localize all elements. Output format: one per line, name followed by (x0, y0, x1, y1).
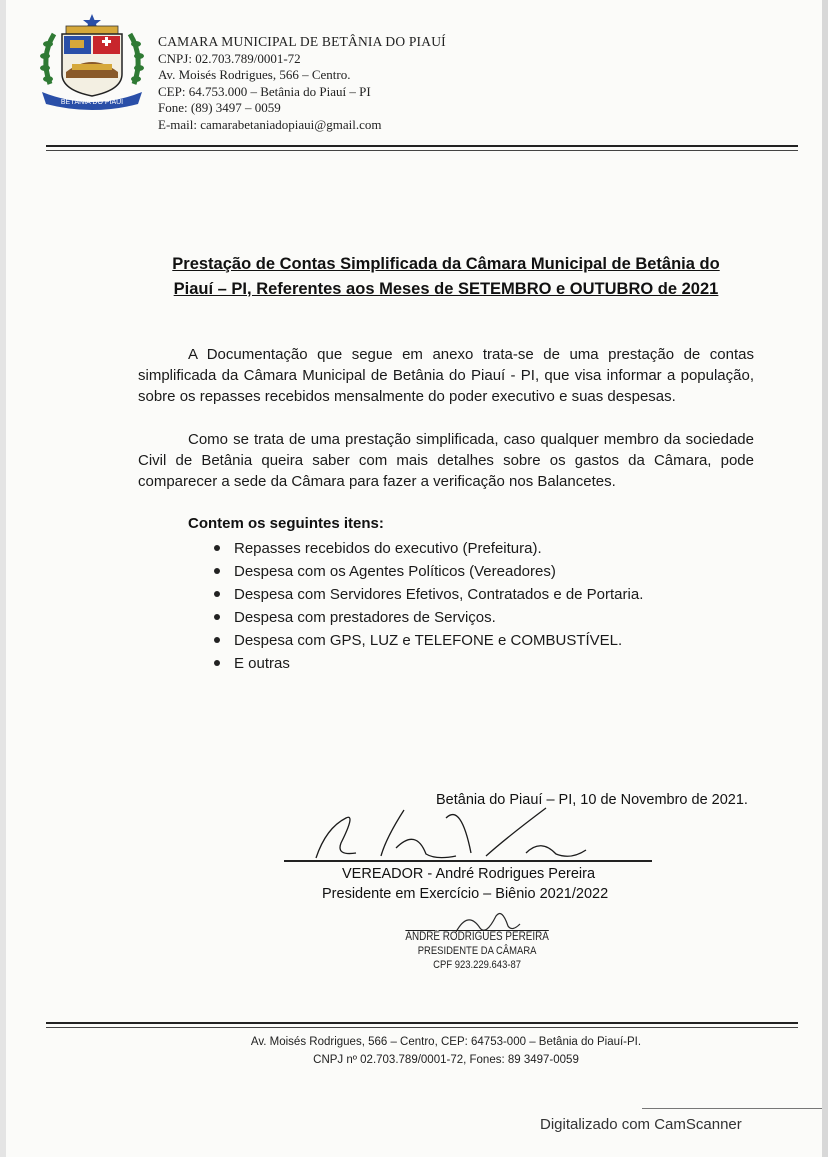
bullet-icon (214, 614, 220, 620)
municipal-crest-icon (36, 12, 148, 112)
items-heading: Contem os seguintes itens: (188, 515, 384, 532)
list-item-text: Despesa com GPS, LUZ e TELEFONE e COMBUSTÍVEL. (234, 632, 623, 649)
signature-date: Betânia do Piauí – PI, 10 de Novembro de 2021. (436, 792, 748, 808)
header-rule (46, 145, 798, 147)
footer-contact: CNPJ nº 02.703.789/0001-72, Fones: 89 3497-0059 (313, 1054, 579, 1066)
list-item-text: E outras (234, 655, 290, 672)
paragraph-1: A Documentação que segue em anexo trata-se de uma prestação de contas simplificada da Câmara Municipal de Betânia do Piauí - PI, que visa informar a população, sobre os repasses recebidos mensalmente do poder executivo e suas despesas. (138, 346, 754, 405)
scanner-rule (642, 1108, 822, 1109)
camscanner-watermark: Digitalizado com CamScanner (540, 1116, 742, 1133)
list-item (210, 583, 643, 606)
items-list (210, 537, 643, 675)
phone: Fone: (89) 3497 – 0059 (158, 100, 281, 115)
title-line-1: Prestação de Contas Simplificada da Câmara Municipal de Betânia do (172, 255, 720, 273)
footer-rule (46, 1022, 798, 1024)
handwritten-signature-icon (286, 798, 626, 868)
stamp-role: PRESIDENTE DA CÂMARA (417, 945, 537, 957)
bullet-icon (214, 637, 220, 643)
list-item (210, 629, 643, 652)
list-item-text: Despesa com Servidores Efetivos, Contratados e de Portaria. (234, 586, 644, 603)
title-line-2: Piauí – PI, Referentes aos Meses de SETEMBRO e OUTUBRO de 2021 (173, 280, 719, 298)
footer-address: Av. Moisés Rodrigues, 566 – Centro, CEP: 64753-000 – Betânia do Piauí-PI. (250, 1036, 642, 1048)
header-rule-thin (46, 150, 798, 151)
paragraph-2: Como se trata de uma prestação simplificada, caso qualquer membro da sociedade Civil de Betânia queira saber com mais detalhes sobre os gastos da Câmara, pode comparecer a sede da Câmara para fazer a verificação nos Balancetes. (138, 431, 754, 490)
document-title (106, 252, 786, 302)
crest-banner-text: BETÂNIA DO PIAUÍ (60, 99, 124, 106)
address: Av. Moisés Rodrigues, 566 – Centro. (158, 67, 351, 82)
cep: CEP: 64.753.000 – Betânia do Piauí – PI (158, 83, 371, 99)
cnpj: CNPJ: 02.703.789/0001-72 (158, 50, 301, 66)
bullet-icon (214, 591, 220, 597)
list-item-text: Despesa com os Agentes Políticos (Vereadores) (234, 563, 556, 580)
document-page (6, 0, 822, 1157)
signer-name: VEREADOR - André Rodrigues Pereira (342, 866, 596, 882)
list-item (210, 606, 643, 629)
signer-role: Presidente em Exercício – Biênio 2021/2022 (322, 886, 609, 902)
org-name: CAMARA MUNICIPAL DE BETÂNIA DO PIAUÍ (158, 34, 446, 49)
stamp-cpf: CPF 923.229.643-87 (433, 959, 522, 971)
letterhead (158, 34, 446, 133)
email: E-mail: camarabetaniadopiaui@gmail.com (158, 116, 382, 132)
list-item (210, 537, 643, 560)
footer-rule-thin (46, 1027, 798, 1028)
list-item (210, 652, 643, 675)
stamp-name: ANDRÉ RODRIGUES PEREIRA (405, 931, 549, 943)
bullet-icon (214, 545, 220, 551)
list-item (210, 560, 643, 583)
list-item-text: Despesa com prestadores de Serviços. (234, 609, 496, 626)
list-item-text: Repasses recebidos do executivo (Prefeitura). (234, 540, 542, 557)
bullet-icon (214, 568, 220, 574)
official-stamp (404, 930, 550, 972)
bullet-icon (214, 660, 220, 666)
page-edge-right (822, 0, 828, 1157)
signature-line (284, 860, 652, 862)
